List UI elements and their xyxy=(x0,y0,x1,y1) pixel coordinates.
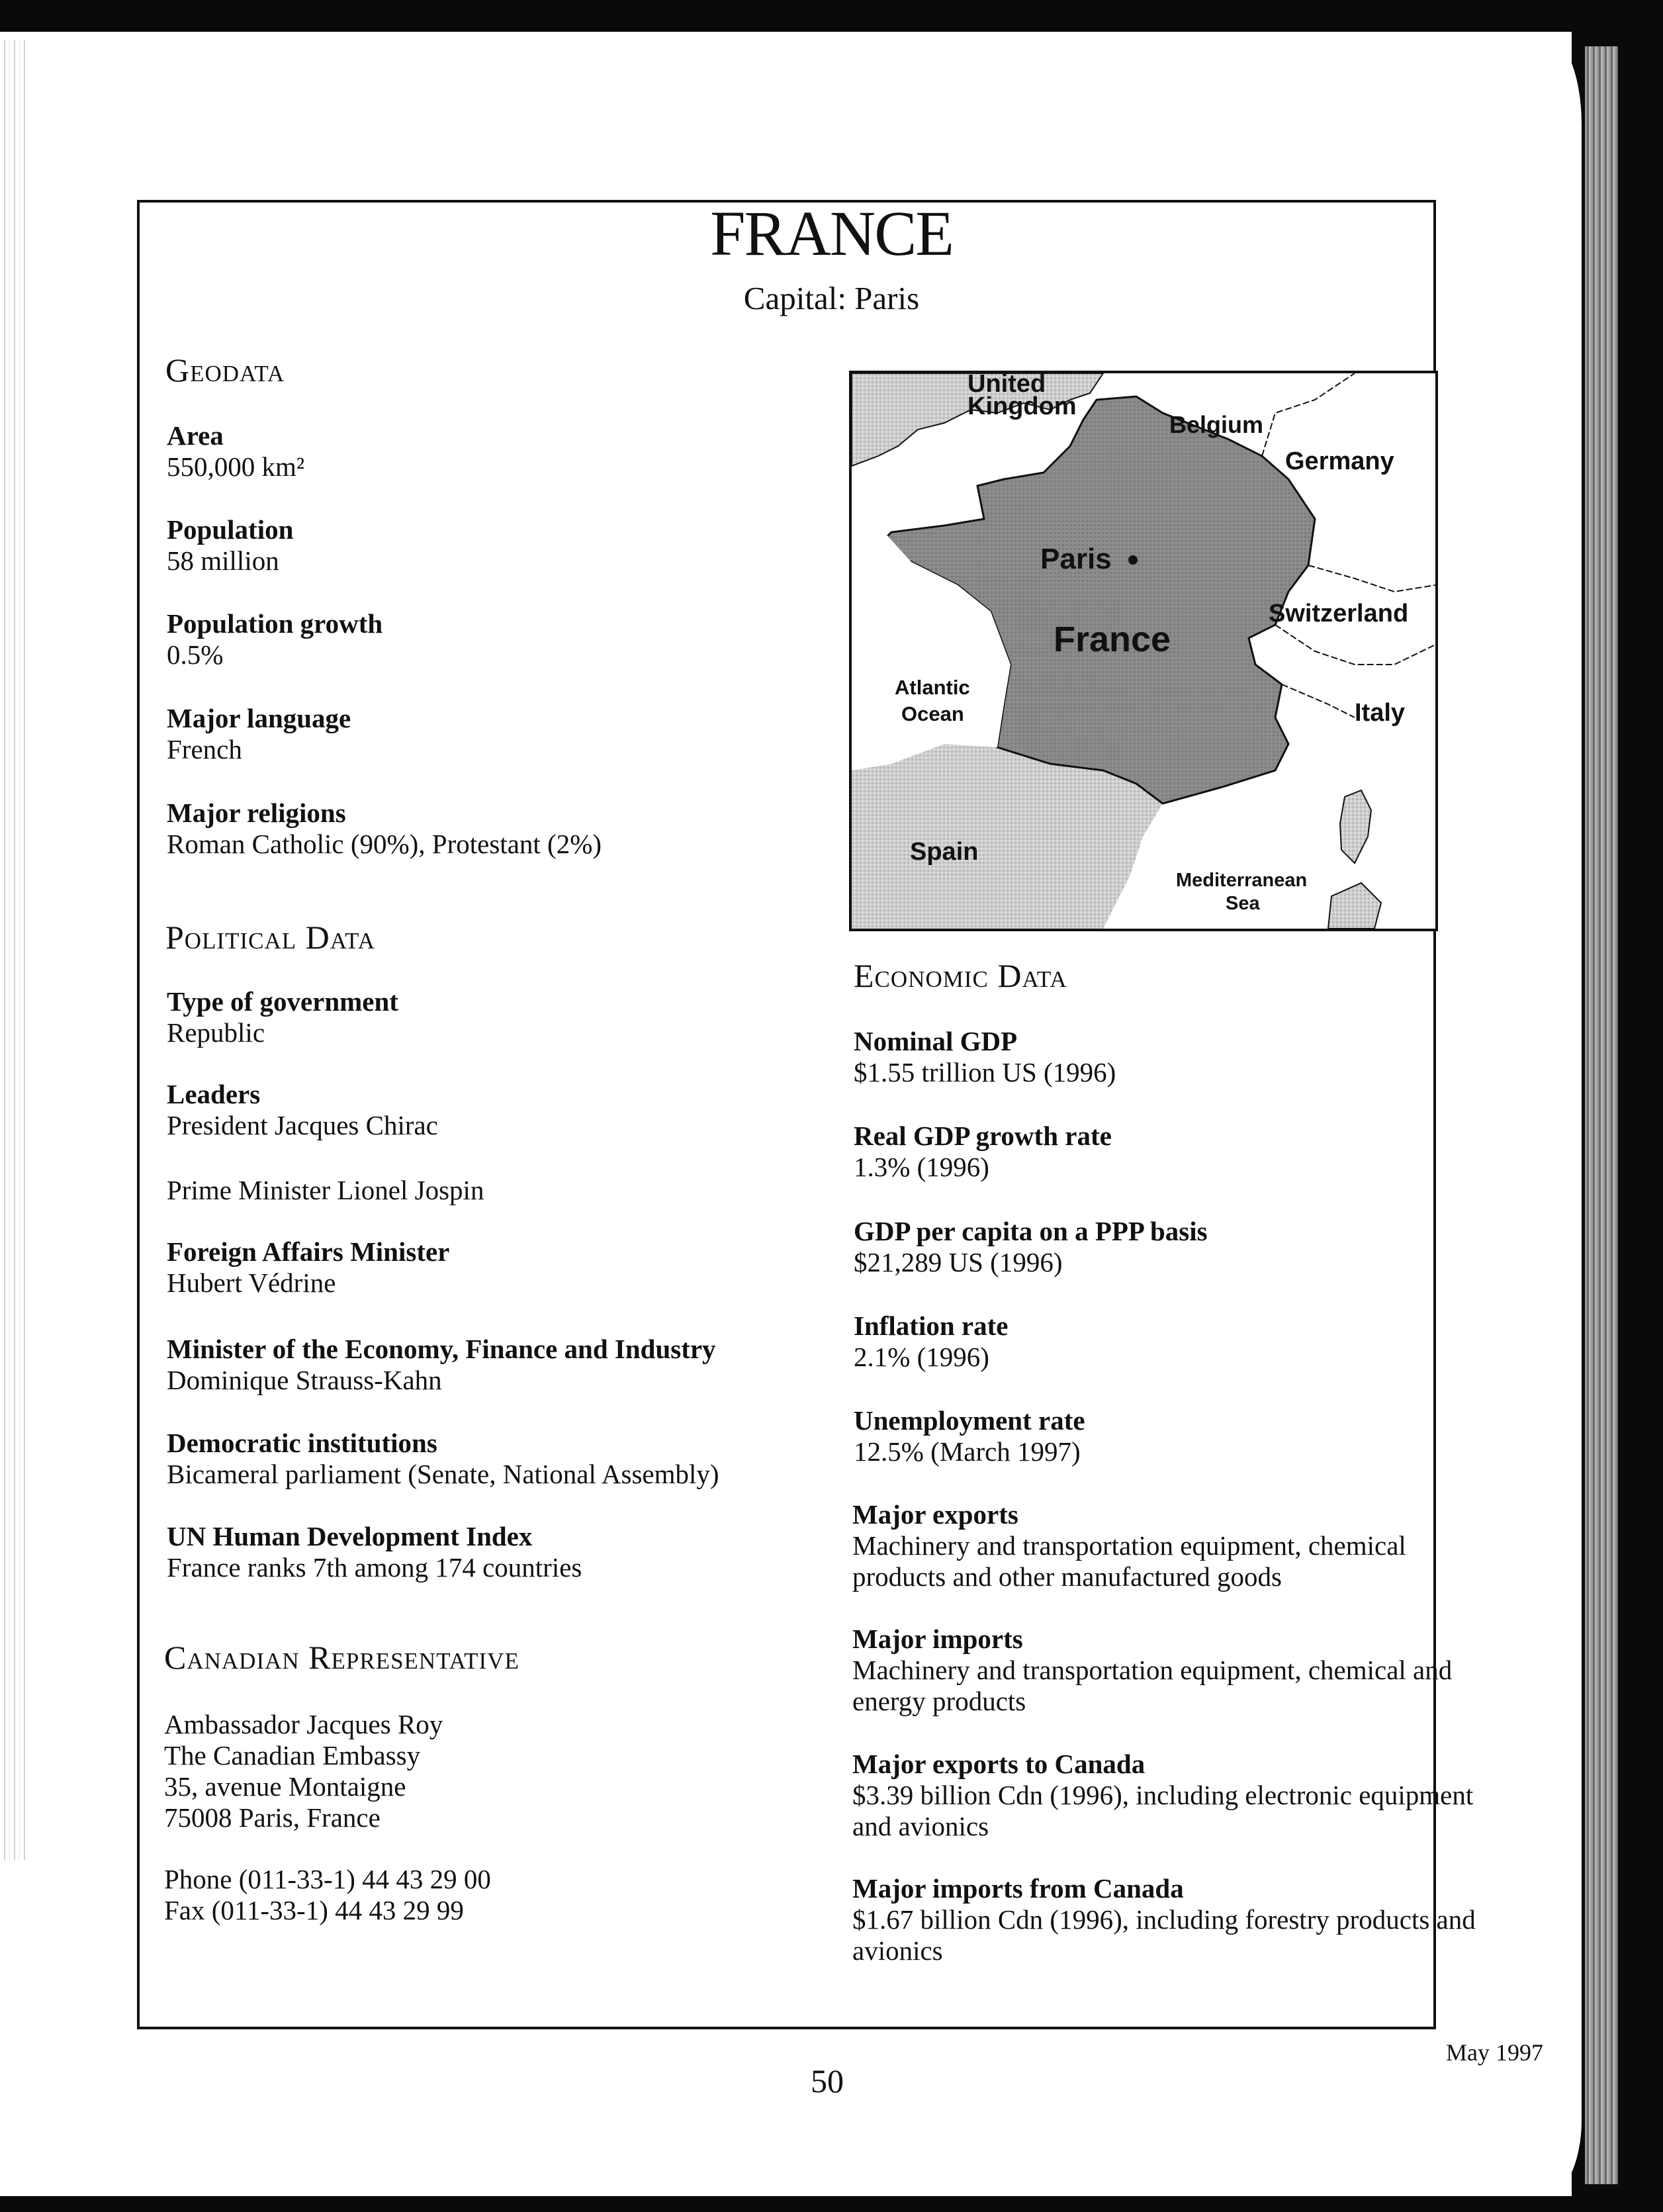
field-unemployment-rate xyxy=(854,1405,1085,1467)
map-label-atlantic: Atlantic xyxy=(895,676,970,699)
field-label: Real GDP growth rate xyxy=(854,1121,1112,1151)
map-label-mediterranean: Mediterranean xyxy=(1176,870,1308,891)
page-curl xyxy=(1542,32,1582,2199)
field-value: Dominique Strauss-Kahn xyxy=(167,1365,442,1395)
field-value: products and other manufactured goods xyxy=(852,1561,1282,1592)
field-economy-minister xyxy=(167,1334,716,1396)
prime-minister: Prime Minister Lionel Jospin xyxy=(167,1175,484,1205)
field-label: Major exports to Canada xyxy=(852,1749,1146,1779)
field-value: Machinery and transportation equipment, chemical and xyxy=(852,1655,1453,1685)
field-major-exports xyxy=(852,1499,1406,1592)
field-gdp-per-capita xyxy=(854,1216,1208,1278)
field-label: Leaders xyxy=(167,1079,261,1109)
france-map xyxy=(849,371,1438,931)
field-value: Roman Catholic (90%), Protestant (2%) xyxy=(167,829,602,859)
field-label: Type of government xyxy=(167,986,398,1017)
field-value: $3.39 billion Cdn (1996), including electronic equipment xyxy=(852,1780,1474,1810)
page-title: FRANCE xyxy=(710,198,953,269)
scan-border-bottom xyxy=(0,2196,1663,2212)
field-label: Major language xyxy=(167,703,351,733)
publication-date: May 1997 xyxy=(1446,2039,1543,2066)
field-value: 550,000 km² xyxy=(167,451,305,482)
field-label: GDP per capita on a PPP basis xyxy=(854,1216,1208,1246)
field-label: Major religions xyxy=(167,798,346,828)
field-value: $1.55 trillion US (1996) xyxy=(854,1057,1116,1087)
field-major-imports xyxy=(852,1624,1452,1717)
canadian-representative-heading: Canadian Representative xyxy=(164,1639,519,1676)
field-major-religions xyxy=(167,798,602,860)
geodata-heading: Geodata xyxy=(165,351,285,389)
scan-page-edge xyxy=(1585,46,1618,2184)
field-value: France ranks 7th among 174 countries xyxy=(167,1552,582,1583)
field-value: $1.67 billion Cdn (1996), including forestry products and xyxy=(852,1904,1476,1935)
field-area xyxy=(167,420,304,483)
field-nominal-gdp xyxy=(854,1026,1116,1088)
field-inflation-rate xyxy=(854,1311,1008,1373)
field-value: 1.3% (1996) xyxy=(854,1152,989,1182)
field-population-growth xyxy=(167,608,382,670)
address-line: The Canadian Embassy xyxy=(164,1740,421,1771)
field-label: Population growth xyxy=(167,608,383,639)
field-hdi xyxy=(167,1521,582,1583)
map-svg xyxy=(852,373,1435,929)
field-value: and avionics xyxy=(852,1811,989,1841)
field-label: Democratic institutions xyxy=(167,1428,437,1458)
field-value: 58 million xyxy=(167,545,279,576)
map-label-france: France xyxy=(1054,620,1171,659)
map-label-germany: Germany xyxy=(1285,447,1394,475)
map-label-uk: United xyxy=(967,373,1046,398)
page-number: 50 xyxy=(811,2062,844,2099)
field-exports-to-canada xyxy=(852,1749,1473,1842)
map-label-uk: Kingdom xyxy=(967,392,1077,420)
field-label: Unemployment rate xyxy=(854,1405,1085,1436)
field-leaders xyxy=(167,1079,438,1141)
scan-border-top xyxy=(0,0,1663,32)
field-value: French xyxy=(167,734,242,764)
field-value: Republic xyxy=(167,1017,265,1048)
field-foreign-affairs-minister xyxy=(167,1236,449,1299)
field-democratic-institutions xyxy=(167,1428,719,1490)
fax-number: Fax (011-33-1) 44 43 29 99 xyxy=(164,1895,464,1925)
field-label: Major exports xyxy=(852,1499,1018,1530)
map-label-switzerland: Switzerland xyxy=(1269,600,1409,627)
field-value: Bicameral parliament (Senate, National Assembly) xyxy=(167,1459,719,1489)
embassy-address xyxy=(164,1709,443,1833)
address-line: 75008 Paris, France xyxy=(164,1802,381,1833)
field-label: Population xyxy=(167,514,294,545)
field-real-gdp-growth xyxy=(854,1121,1112,1183)
field-label: Area xyxy=(167,420,224,451)
field-label: UN Human Development Index xyxy=(167,1521,533,1551)
address-line: 35, avenue Montaigne xyxy=(164,1771,406,1802)
field-value: President Jacques Chirac xyxy=(167,1110,438,1140)
address-line: Ambassador Jacques Roy xyxy=(164,1709,443,1739)
field-imports-from-canada xyxy=(852,1873,1476,1966)
field-value: Machinery and transportation equipment, chemical xyxy=(852,1530,1406,1561)
map-label-italy: Italy xyxy=(1355,699,1406,727)
field-type-of-government xyxy=(167,986,398,1048)
field-population xyxy=(167,514,293,576)
field-label: Inflation rate xyxy=(854,1311,1009,1341)
field-value: $21,289 US (1996) xyxy=(854,1247,1063,1277)
field-value: 0.5% xyxy=(167,639,224,670)
map-label-mediterranean: Sea xyxy=(1226,893,1260,914)
field-major-language xyxy=(167,703,351,765)
corsica xyxy=(1340,790,1371,863)
map-label-spain: Spain xyxy=(910,838,979,866)
field-value: avionics xyxy=(852,1935,943,1966)
field-label: Major imports xyxy=(852,1624,1023,1654)
field-value: 12.5% (March 1997) xyxy=(854,1436,1081,1467)
map-label-paris: Paris xyxy=(1040,543,1112,575)
map-label-belgium: Belgium xyxy=(1169,411,1264,438)
field-label: Minister of the Economy, Finance and Industry xyxy=(167,1334,716,1364)
field-label: Major imports from Canada xyxy=(852,1873,1184,1904)
embassy-contact xyxy=(164,1864,491,1926)
map-label-atlantic: Ocean xyxy=(901,702,964,725)
capital-subtitle: Capital: Paris xyxy=(743,280,920,316)
political-data-heading: Political Data xyxy=(165,919,376,956)
field-value: Hubert Védrine xyxy=(167,1267,336,1298)
economic-data-heading: Economic Data xyxy=(854,957,1067,994)
paris-dot xyxy=(1128,555,1138,565)
field-label: Foreign Affairs Minister xyxy=(167,1236,450,1267)
field-value: 2.1% (1996) xyxy=(854,1342,989,1372)
phone-number: Phone (011-33-1) 44 43 29 00 xyxy=(164,1864,491,1894)
field-value: energy products xyxy=(852,1686,1026,1716)
field-label: Nominal GDP xyxy=(854,1026,1018,1056)
